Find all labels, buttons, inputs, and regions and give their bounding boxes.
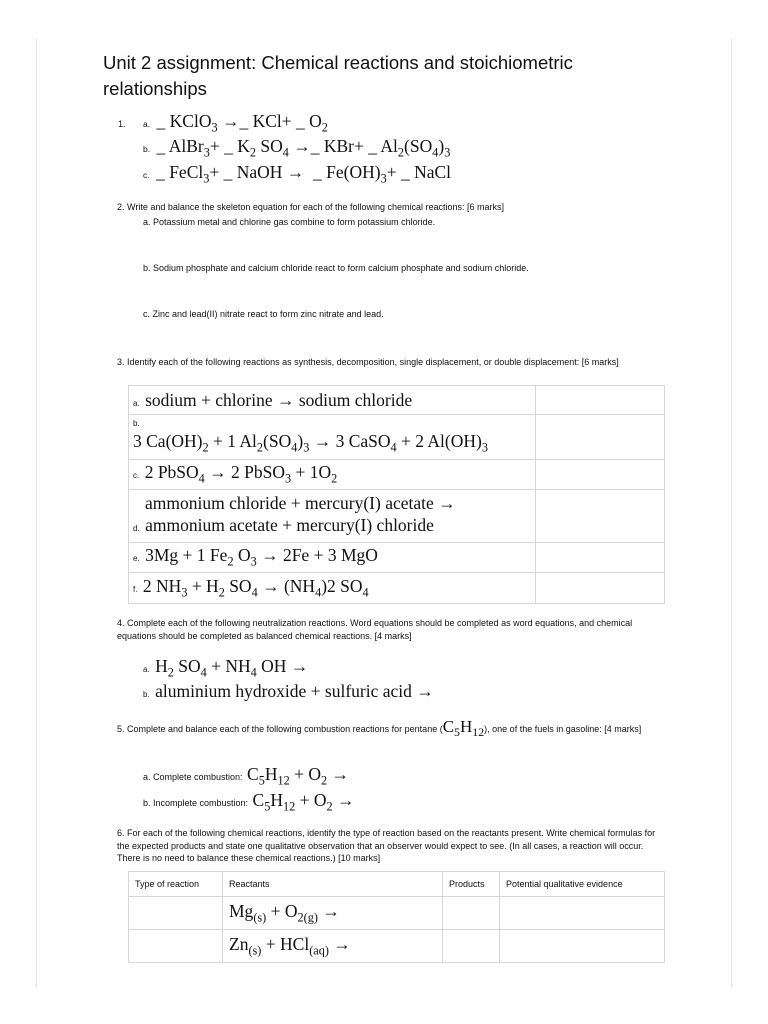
- q5-prompt-start: 5. Complete and balance each of the following combustion reactions for pentane (: [117, 724, 443, 734]
- q6-table: [128, 871, 665, 963]
- q3-row-a-equation: sodium + chlorine → sodium chloride: [145, 389, 413, 410]
- q4-b: [143, 681, 434, 702]
- q3-row-f: [129, 573, 665, 604]
- q1-b-label: b.: [143, 144, 151, 154]
- q6-row-1: [129, 897, 665, 930]
- q5-a-label: a. Complete combustion:: [143, 772, 243, 782]
- q5-prompt-end: ), one of the fuels in gasoline: [4 marks]: [484, 724, 642, 734]
- q3-row-d-equation-line1: ammonium chloride + mercury(I) acetate →: [145, 493, 456, 513]
- q3-row-d-label: d.: [133, 524, 140, 533]
- q3-row-c-equation-cell: [129, 460, 536, 490]
- q3-row-d: [129, 490, 665, 543]
- q2-c: c. Zinc and lead(II) nitrate react to form zinc nitrate and lead.: [143, 309, 384, 319]
- q3-row-a-label: a.: [133, 398, 140, 408]
- q3-row-f-label: f.: [133, 584, 138, 594]
- q2-prompt: 2. Write and balance the skeleton equation for each of the following chemical reactions: [6 marks]: [117, 202, 505, 212]
- q4-a-label: a.: [143, 665, 150, 674]
- q2-b: b. Sodium phosphate and calcium chloride react to form calcium phosphate and sodium chloride.: [143, 263, 529, 273]
- q4-a-equation: $H_2$ $SO_4 + NH_4$ OH →: [155, 656, 309, 680]
- q3-row-d-answer-cell[interactable]: [536, 490, 665, 543]
- q3-row-a-answer-cell[interactable]: [536, 386, 665, 415]
- q3-row-c-answer-cell[interactable]: [536, 460, 665, 490]
- q5-b-equation: $C_5H_{12} + O_2$ →: [252, 790, 355, 814]
- q1-a-label: a.: [143, 119, 151, 129]
- q3-row-e-answer-cell[interactable]: [536, 543, 665, 573]
- q2-a: a. Potassium metal and chlorine gas combine to form potassium chloride.: [143, 217, 436, 227]
- q5-a-equation: $C_5H_{12} + O_2$ →: [247, 764, 349, 788]
- q6-row-1-products-cell[interactable]: [443, 897, 500, 930]
- q3-row-e: [129, 543, 665, 573]
- q6-header-evidence: Potential qualitative evidence: [500, 872, 665, 897]
- q3-row-c-equation: 2 PbSO$_4$ → 2 PbSO$_3$ + $1O_2$: [144, 462, 338, 486]
- q5-b-label: b. Incomplete combustion:: [143, 798, 249, 808]
- q3-row-c-label: c.: [133, 471, 140, 481]
- q3-row-e-equation-cell: [129, 543, 536, 573]
- page-title: Unit 2 assignment: Chemical reactions and stoichiometric relationships: [103, 52, 573, 99]
- q3-row-b: [129, 415, 665, 460]
- q3-row-f-equation: 2 $NH_3 + H_2$ $SO_4 \to (NH_4)2$ $SO_4$: [142, 575, 369, 600]
- q6-row-1-type-cell[interactable]: [129, 897, 223, 930]
- q4-b-equation: aluminium hydroxide + sulfuric acid →: [155, 681, 434, 701]
- q4-prompt: 4. Complete each of the following neutralization reactions. Word equations should be completed as word equations, and chemical equations should be completed as balanced chemical reactions. [4 marks]: [117, 618, 633, 641]
- q3-row-a-equation-cell: [129, 386, 536, 415]
- q6-row-2-reactants: $Zn_{(s)} + HCl_{(aq)}$ →: [223, 930, 443, 963]
- q6-row-2-products-cell[interactable]: [443, 930, 500, 963]
- q1-c: [143, 162, 451, 186]
- page-left-edge: [36, 38, 37, 988]
- q3-prompt: 3. Identify each of the following reactions as synthesis, decomposition, single displacement, or double displacement: [6 marks]: [117, 357, 619, 367]
- q6-header-row: [129, 872, 665, 897]
- q3-row-d-line2: [133, 514, 535, 540]
- q6-header-products: Products: [443, 872, 500, 897]
- q6-row-2-type-cell[interactable]: [129, 930, 223, 963]
- q1-c-label: c.: [143, 170, 150, 180]
- q3-row-b-equation: 3 $Ca(OH)_2 + 1$ $Al_2(SO_4)_3 \to 3$ CaSO$_4$ + 2 $Al(OH)_3$: [133, 431, 488, 455]
- q1-a: [143, 111, 328, 135]
- q1-c-equation: _ FeCl$_3$+ _ NaOH → _ $Fe(OH)_3+$ _ NaCl: [156, 162, 452, 186]
- q3-row-b-label: b.: [133, 419, 140, 428]
- q6-header-type: Type of reaction: [129, 872, 223, 897]
- q3-row-b-equation-cell: [129, 415, 536, 460]
- q4-a: [143, 656, 308, 680]
- q6-row-1-evidence-cell[interactable]: [500, 897, 665, 930]
- q3-row-e-equation: 3Mg + 1 $Fe_2$ $O_3 \to 2Fe + 3$ MgO: [145, 545, 378, 569]
- q1-number: 1.: [118, 119, 126, 129]
- q1-b: [143, 136, 450, 160]
- q3-row-d-equation-cell: [129, 490, 536, 543]
- q3-row-b-answer-cell[interactable]: [536, 415, 665, 460]
- q3-row-f-answer-cell[interactable]: [536, 573, 665, 604]
- q3-row-e-label: e.: [133, 554, 140, 564]
- q3-row-a: [129, 386, 665, 415]
- q6-row-1-reactants: $Mg_{(s)} + O_{2(g)}$ →: [223, 897, 443, 930]
- q6-header-reactants: Reactants: [223, 872, 443, 897]
- q3-table: [128, 385, 665, 604]
- q4-b-label: b.: [143, 690, 150, 699]
- page-right-edge: [731, 38, 732, 988]
- q5-a: [143, 764, 349, 788]
- q3-row-c: [129, 460, 665, 490]
- q1-a-equation: _ KClO$_3$ →_ KCl+ _ $O_2$: [156, 111, 328, 135]
- q3-row-f-equation-cell: [129, 573, 536, 604]
- q5-prompt: [117, 717, 657, 740]
- q5-pentane-formula: $C_5H_{12}$: [442, 717, 485, 740]
- q6-prompt: 6. For each of the following chemical reactions, identify the type of reaction based on the reactants present. Write chemical formulas for the expected products and state one qualitative observation that an observer would expect to see. (In all cases, a reaction will occur. There is no need to balance these chemical reactions.) [10 marks]: [117, 828, 656, 863]
- q6-row-2-evidence-cell[interactable]: [500, 930, 665, 963]
- q6-row-2: [129, 930, 665, 963]
- q1-b-equation: _ AlBr$_3$+ _ $K_2$ $SO_4$ →_ KBr+ _ $Al_2(SO_4)_3$: [156, 136, 451, 160]
- q5-b: [143, 790, 354, 814]
- q3-row-d-equation-line2: ammonium acetate + mercury(I) chloride: [145, 515, 434, 535]
